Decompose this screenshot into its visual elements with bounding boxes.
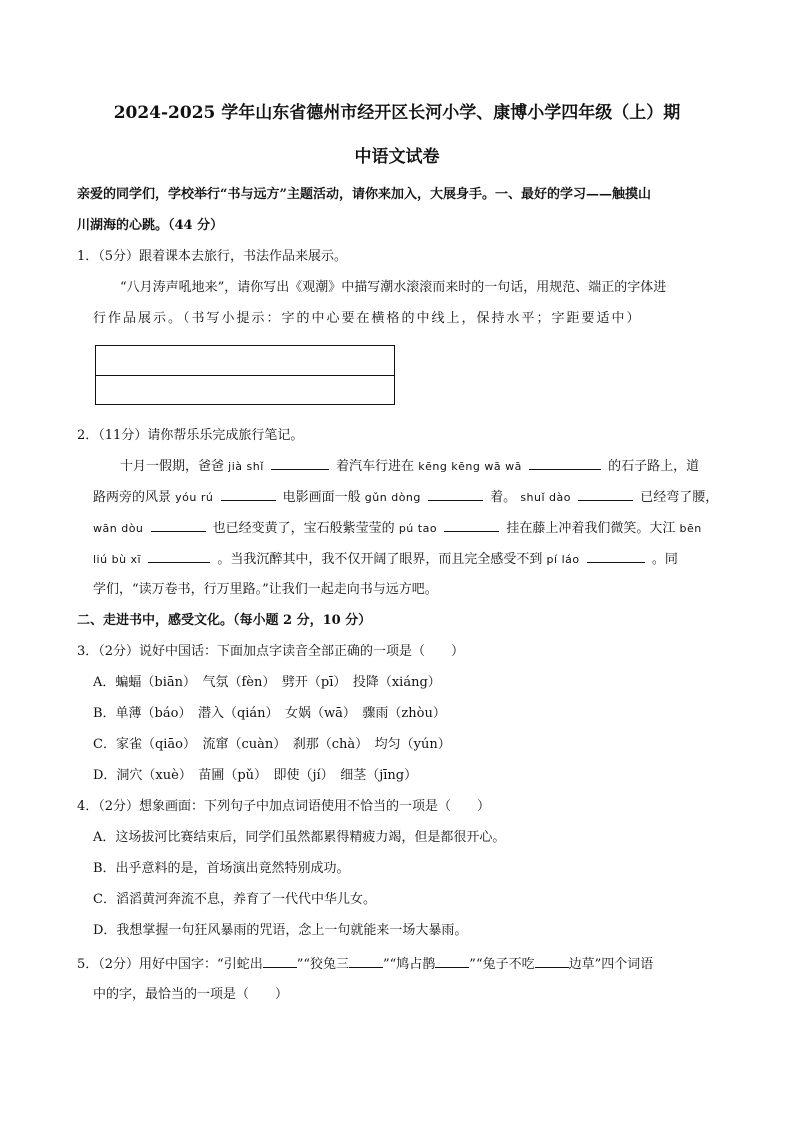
section2-heading: 二、走进书中，感受文化。（每小题 2 分，10 分） [77,613,372,628]
answer-blank[interactable] [578,488,633,501]
q5-line2: 中的字，最恰当的一项是（ ） [93,987,289,1002]
pinyin-prompt: liú bù xī [93,553,142,566]
q2-text: 挂在藤上冲着我们微笑。大江 [506,521,676,536]
answer-blank[interactable] [529,457,601,470]
q5-text: ”“兔子不吃 [469,957,535,972]
q2-text: 已经弯了腰， [640,490,719,505]
answer-blank[interactable] [535,955,569,968]
q1-heading: 1．（5分）跟着课本去旅行，书法作品来展示。 [77,249,348,264]
pinyin-prompt: pú tao [398,522,438,535]
q3-heading: 3．（2分）说好中国话：下面加点字读音全部正确的一项是（ ） [77,644,465,659]
q5-text: ”“狡兔三 [296,957,349,972]
q3-option-b: B．单薄（báo） 潜入（qián） 女娲（wā） 骤雨（zhòu） [93,706,446,721]
q3-option-c: C．家雀（qiāo） 流窜（cuàn） 刹那（chà） 均匀（yún） [93,737,451,752]
answer-blank[interactable] [148,550,210,563]
q2-text: 的石子路上，道 [608,459,700,474]
q2-text: 十月一假期，爸爸 [120,459,225,474]
q4-option-d: D．我想掌握一句狂风暴雨的咒语，念上一句就能来一场大暴雨。 [93,923,468,938]
q4-option-a: A．这场拔河比赛结束后，同学们虽然都累得精疲力竭，但是都很开心。 [93,830,506,845]
pinyin-prompt: shuǐ dào [520,491,572,504]
answer-blank[interactable] [221,488,276,501]
answer-blank[interactable] [271,457,329,470]
answer-blank[interactable] [435,955,469,968]
answer-blank[interactable] [587,550,645,563]
q1-body-line2: 行作品展示。（书写小提示：字的中心要在横格的中线上，保持水平；字距要适中） [93,311,642,326]
q2-text: 电影画面一般 [282,490,361,505]
q2-text: 也已经变黄了，宝石般紫莹莹的 [212,521,395,536]
writing-grid[interactable] [95,345,395,405]
q4-heading: 4．（2分）想象画面：下列句子中加点词语使用不恰当的一项是（ ） [77,799,491,814]
q2-line2 [93,488,718,507]
q2-line1 [120,457,699,476]
answer-blank[interactable] [263,955,297,968]
q2-text: 着。 [490,490,517,505]
pinyin-prompt: bēn [679,522,702,535]
q4-option-b: B．出乎意料的是，首场演出竟然特别成功。 [93,861,350,876]
q3-option-a: A．蝙蝠（biān） 气氛（fèn） 劈开（pī） 投降（xiáng） [93,675,441,690]
pinyin-prompt: pí láo [546,553,580,566]
q3-option-d: D．洞穴（xuè） 苗圃（pǔ） 即使（jí） 细茎（jīng） [93,768,418,783]
writing-grid-midline [96,375,394,376]
answer-blank[interactable] [428,488,483,501]
answer-blank[interactable] [151,519,206,532]
q5-text: ”“鸠占鹊 [383,957,436,972]
pinyin-prompt: gǔn dòng [364,491,421,504]
pinyin-prompt: jià shǐ [228,460,264,473]
q5-line1 [77,955,653,974]
q5-text: 5．（2分）用好中国字：“引蛇出 [77,957,263,972]
q1-body-line1: “八月涛声吼地来”，请你写出《观潮》中描写潮水滚滚而来时的一句话，用规范、端正的字体进 [120,280,667,295]
q2-text: 。当我沉醉其中，我不仅开阔了眼界，而且完全感受不到 [217,552,543,567]
pinyin-prompt: wān dòu [93,522,144,535]
q2-text: 路两旁的风景 [93,490,172,505]
pinyin-prompt: yóu rú [175,491,214,504]
q2-text: 。同 [651,552,678,567]
q2-line4 [93,550,678,569]
q2-text: 着汽车行进在 [336,459,415,474]
exam-title-line2: 中语文试卷 [354,147,440,167]
answer-blank[interactable] [349,955,383,968]
pinyin-prompt: kēng kēng wā wā [418,460,522,473]
q5-text: 边草”四个词语 [568,957,654,972]
q2-line5: 学们，“读万卷书，行万里路。”让我们一起走向书与远方吧。 [93,582,438,597]
q4-option-c: C．滔滔黄河奔流不息，养育了一代代中华儿女。 [93,892,376,907]
exam-title-line1: 2024-2025 学年山东省德州市经开区长河小学、康博小学四年级（上）期 [113,103,681,123]
q2-line3 [93,519,702,538]
q2-heading: 2．（11分）请你帮乐乐完成旅行笔记。 [77,428,304,443]
intro-line1: 亲爱的同学们，学校举行“书与远方”主题活动，请你来加入，大展身手。一、最好的学习——触摸山 [77,187,651,202]
answer-blank[interactable] [444,519,499,532]
intro-line2: 川湖海的心跳。（44 分） [77,218,224,233]
